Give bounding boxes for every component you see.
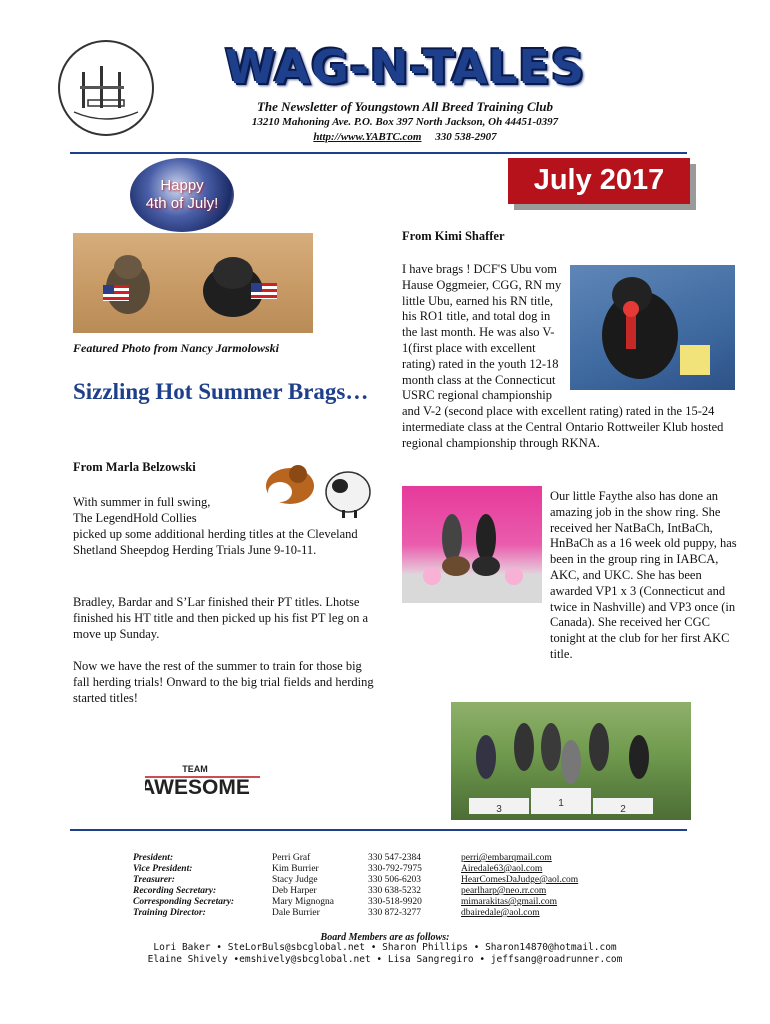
- club-address: 13210 Mahoning Ave. P.O. Box 397 North Jackson, Oh 44451-0397: [251, 116, 559, 128]
- board-members-line1: Lori Baker • SteLorBuls@sbcglobal.net • Sharon Phillips • Sharon14870@hotmail.com: [153, 942, 617, 953]
- kimi-p2-text: Our little Faythe also has done an amazing job in the show ring. She received her NatBaCh, IntBaCh, HnBaCh as a 16 week old puppy, has been in the group ring in IABCA, AKC, and UKC. She has been awarded VP1 x 3 (Connecticut and twice in Nashville) and VP3 once (in Canada). She received her CGC tonight at the club for her first AKC title.: [550, 489, 737, 661]
- officer-email-link[interactable]: perri@embarqmail.com: [461, 853, 552, 863]
- featured-photo: [73, 233, 313, 333]
- team-logo-top: TEAM: [182, 764, 208, 774]
- officer-phone: 330-792-7975: [368, 864, 422, 874]
- officer-role: Training Director:: [133, 908, 206, 918]
- officer-row: [0, 886, 770, 897]
- marla-paragraph-2: Bradley, Bardar and S’Lar finished their PT titles. Lhotse finished his HT title and then picked up his fist PT leg on a move up Sunday.: [73, 595, 368, 641]
- issue-date: July 2017: [533, 164, 665, 196]
- board-members-line2: Elaine Shively •emshively@sbcglobal.net • Lisa Sangregiro • jeffsang@roadrunner.com: [147, 954, 623, 965]
- podium-first: 1: [558, 798, 564, 809]
- kimi-p1-text: I have brags ! DCF'S Ubu vom Hause Oggmeier, CGG, RN my little Ubu, earned his RN title, his RO1 title, and total dog in the last month. He was also V-1(first place with excellent rating) rated in the youth 12-18 month class at the Connecticut USRC regional championship and V-2 (second place with excellent rating) rated in the 15-24 intermediate class at the Central Ontario Rottweiler Klub hosted regional championship through RKNA.: [402, 262, 724, 450]
- officer-email-link[interactable]: pearlharp@neo.rr.com: [461, 886, 547, 896]
- officer-name: Mary Mignogna: [272, 897, 335, 907]
- marla-paragraph-1: [73, 494, 373, 558]
- officer-email-link[interactable]: dbairedale@aol.com: [461, 908, 540, 918]
- club-contact-line: [200, 131, 610, 143]
- newsletter-subtitle: The Newsletter of Youngstown All Breed Training Club: [256, 99, 554, 114]
- officer-role: Corresponding Secretary:: [133, 897, 235, 907]
- podium-third: 3: [496, 804, 502, 815]
- officer-email-link[interactable]: Airedale63@aol.com: [461, 864, 543, 874]
- masthead-divider: [70, 152, 687, 154]
- club-website-link[interactable]: http://www.YABTC.com: [313, 131, 422, 143]
- officers-table: [0, 853, 770, 923]
- officer-email-link[interactable]: HearComesDaJudge@aol.com: [461, 875, 579, 885]
- officer-phone: 330-518-9920: [368, 897, 422, 907]
- podium-second: 2: [620, 804, 626, 815]
- officer-role: Treasurer:: [133, 875, 175, 885]
- team-logo-bottom: AWESOME: [145, 776, 250, 799]
- officer-row: [0, 853, 770, 864]
- club-phone: 330 538-2907: [435, 131, 497, 143]
- rottweiler-ribbon-photo: [570, 265, 735, 390]
- team-awesome-logo: [145, 760, 260, 800]
- agility-jump-icon: [60, 42, 152, 134]
- officer-row: [0, 908, 770, 919]
- club-logo: [58, 40, 154, 136]
- marla-byline: From Marla Belzowski: [73, 460, 196, 474]
- officer-email-link[interactable]: mimarakitas@gmail.com: [461, 897, 558, 907]
- featured-photo-caption: Featured Photo from Nancy Jarmolowski: [73, 341, 280, 355]
- officer-phone: 330 547-2384: [368, 853, 422, 863]
- marla-p1-line2: The LegendHold Collies: [73, 511, 197, 525]
- marla-paragraph-3: Now we have the rest of the summer to train for those big fall herding trials! Onward to the big trial fields and herding started titles!: [73, 659, 374, 705]
- marla-p1-line1: With summer in full swing,: [73, 495, 211, 509]
- dog-show-photo: [402, 486, 542, 603]
- officer-name: Kim Burrier: [272, 864, 319, 874]
- officer-row: [0, 864, 770, 875]
- officer-row: [0, 897, 770, 908]
- july4-greeting-line2: 4th of July!: [145, 195, 219, 212]
- board-members-heading: Board Members are as follows:: [320, 932, 450, 943]
- july4-greeting-line1: Happy: [160, 177, 204, 194]
- article-headline: Sizzling Hot Summer Brags…: [73, 379, 369, 404]
- podium-winners-photo: [451, 702, 691, 820]
- officer-name: Perri Graf: [272, 853, 311, 863]
- officer-role: President:: [133, 853, 174, 863]
- officer-name: Stacy Judge: [272, 875, 318, 885]
- officer-name: Deb Harper: [272, 886, 317, 896]
- dogs-with-flags-photo: [73, 233, 313, 333]
- officer-phone: 330 638-5232: [368, 886, 422, 896]
- officer-phone: 330 506-6203: [368, 875, 422, 885]
- marla-p1-rest: picked up some additional herding titles at the Cleveland Shetland Sheepdog Herding Trials June 9-10-11.: [73, 527, 358, 557]
- kimi-byline: From Kimi Shaffer: [402, 229, 505, 243]
- footer-divider: [70, 829, 687, 831]
- officer-row: [0, 875, 770, 886]
- officer-role: Recording Secretary:: [133, 886, 217, 896]
- newsletter-title: WAG-N-TALES: [224, 40, 586, 94]
- officer-phone: 330 872-3277: [368, 908, 422, 918]
- american-flag-icon: [103, 285, 129, 301]
- officer-role: Vice President:: [133, 864, 193, 874]
- officer-name: Dale Burrier: [272, 908, 320, 918]
